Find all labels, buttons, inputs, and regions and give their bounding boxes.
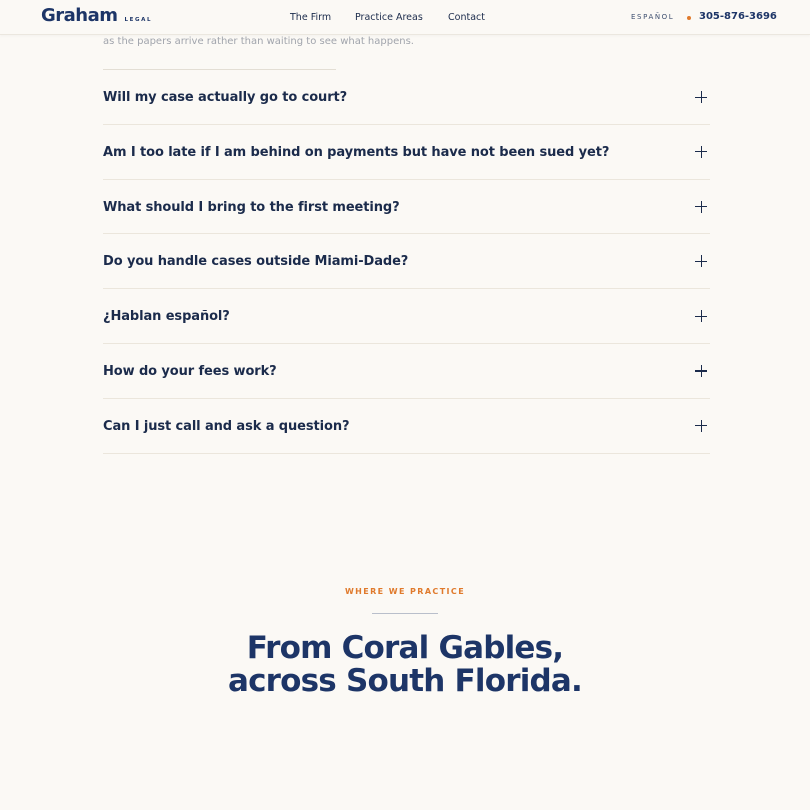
plus-icon[interactable] bbox=[695, 146, 707, 158]
faq-question: Can I just call and ask a question? bbox=[103, 418, 350, 434]
faq-question: What should I bring to the first meeting? bbox=[103, 199, 400, 215]
faq-item[interactable] bbox=[103, 289, 710, 344]
faq-question: How do your fees work? bbox=[103, 363, 277, 379]
nav-contact[interactable]: Contact bbox=[448, 12, 485, 23]
plus-icon[interactable] bbox=[695, 310, 707, 322]
separator-dot bbox=[687, 16, 691, 20]
faq-item[interactable] bbox=[103, 234, 710, 289]
plus-icon[interactable] bbox=[695, 91, 707, 103]
logo[interactable] bbox=[41, 5, 152, 26]
faq-question: ¿Hablan español? bbox=[103, 309, 230, 325]
site-header bbox=[0, 0, 810, 35]
faq-item[interactable] bbox=[103, 70, 710, 125]
plus-icon[interactable] bbox=[695, 420, 707, 432]
section-eyebrow: WHERE WE PRACTICE bbox=[344, 587, 466, 596]
faq-question: Do you handle cases outside Miami-Dade? bbox=[103, 254, 409, 270]
faq-item[interactable] bbox=[103, 180, 710, 235]
faq-question: Will my case actually go to court? bbox=[103, 90, 348, 105]
nav-practice-areas[interactable]: Practice Areas bbox=[355, 12, 423, 23]
headline-line-1: From Coral Gables, bbox=[246, 630, 564, 666]
phone-link[interactable]: 305-876-3696 bbox=[699, 11, 777, 22]
plus-icon[interactable] bbox=[695, 365, 707, 377]
faq-question: Am I too late if I am behind on payments but have not been sued yet? bbox=[103, 144, 610, 160]
faq-item[interactable] bbox=[103, 399, 710, 454]
plus-icon[interactable] bbox=[695, 255, 707, 267]
language-toggle[interactable]: ESPAÑOL bbox=[631, 13, 675, 21]
section-headline bbox=[0, 632, 810, 698]
eyebrow-divider bbox=[372, 613, 438, 614]
faq-item[interactable] bbox=[103, 125, 710, 180]
logo-subtitle: LEGAL bbox=[124, 17, 153, 23]
faq-answer-text: as the papers arrive rather than waiting to see what happens. bbox=[103, 36, 414, 47]
nav-the-firm[interactable]: The Firm bbox=[290, 12, 332, 23]
plus-icon[interactable] bbox=[695, 201, 707, 213]
logo-wordmark: Graham bbox=[41, 5, 118, 26]
faq-list bbox=[103, 70, 710, 454]
faq-item[interactable] bbox=[103, 344, 710, 399]
headline-line-2: across South Florida. bbox=[227, 663, 583, 699]
